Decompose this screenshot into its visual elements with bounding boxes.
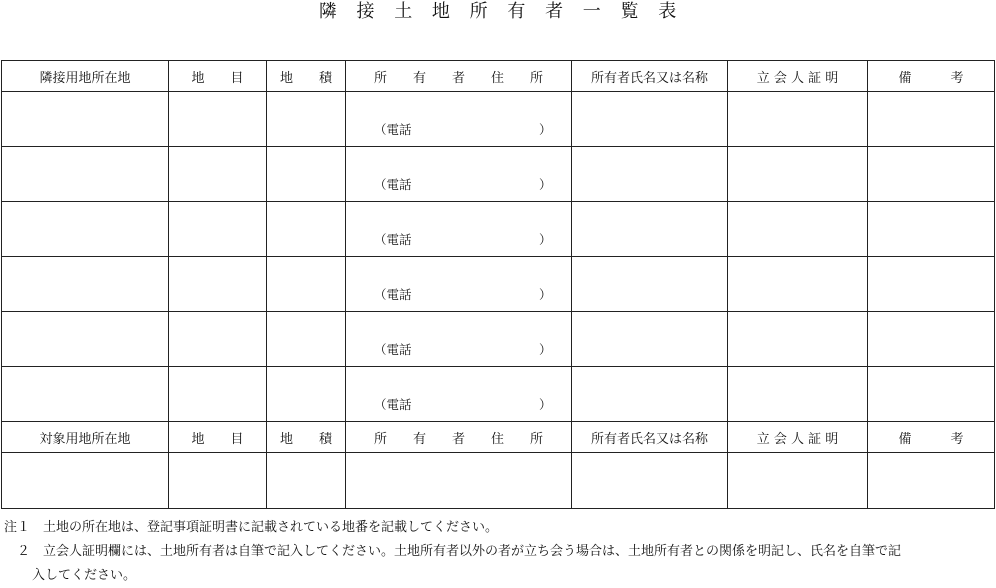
witness-cell[interactable] [728, 453, 868, 509]
phone-label: （電話 [374, 232, 412, 247]
owner-address-cell[interactable] [346, 312, 572, 367]
phone-label: （電話 [374, 342, 412, 357]
owner-address-cell[interactable] [346, 92, 572, 147]
location-cell[interactable] [2, 92, 169, 147]
header-row-target [2, 422, 995, 453]
col-land-area: 地 積 [267, 422, 346, 453]
table-row [2, 367, 995, 422]
remarks-cell[interactable] [868, 147, 995, 202]
phone-close-paren: ） [539, 287, 552, 302]
table-row [2, 202, 995, 257]
land-category-cell[interactable] [169, 257, 267, 312]
remarks-cell[interactable] [868, 257, 995, 312]
owner-name-cell[interactable] [572, 367, 728, 422]
phone-label: （電話 [374, 287, 412, 302]
land-category-cell[interactable] [169, 202, 267, 257]
land-area-cell[interactable] [267, 257, 346, 312]
phone-close-paren: ） [539, 342, 552, 357]
owner-address-cell[interactable] [346, 147, 572, 202]
col-witness-certification: 立 会 人 証 明 [728, 422, 868, 453]
phone-close-paren: ） [539, 397, 552, 412]
col-target-location: 対象用地所在地 [2, 422, 169, 453]
owner-name-cell[interactable] [572, 147, 728, 202]
witness-cell[interactable] [728, 257, 868, 312]
owner-address-cell[interactable] [346, 453, 572, 509]
land-category-cell[interactable] [169, 312, 267, 367]
table-row [2, 257, 995, 312]
location-cell[interactable] [2, 367, 169, 422]
col-owner-name: 所有者氏名又は名称 [572, 61, 728, 92]
owner-name-cell[interactable] [572, 202, 728, 257]
remarks-cell[interactable] [868, 92, 995, 147]
table-row [2, 312, 995, 367]
owner-address-cell[interactable] [346, 257, 572, 312]
col-land-category: 地 目 [169, 61, 267, 92]
location-cell[interactable] [2, 147, 169, 202]
phone-close-paren: ） [539, 122, 552, 137]
land-area-cell[interactable] [267, 453, 346, 509]
note-2-continuation: 入してください。 [32, 568, 137, 583]
col-land-area: 地 積 [267, 61, 346, 92]
land-area-cell[interactable] [267, 92, 346, 147]
phone-close-paren: ） [539, 177, 552, 192]
witness-cell[interactable] [728, 92, 868, 147]
remarks-cell[interactable] [868, 453, 995, 509]
notes-section [4, 516, 994, 588]
remarks-cell[interactable] [868, 202, 995, 257]
col-remarks: 備 考 [868, 61, 995, 92]
owner-address-cell[interactable] [346, 367, 572, 422]
col-land-category: 地 目 [169, 422, 267, 453]
location-cell[interactable] [2, 312, 169, 367]
col-witness-certification: 立 会 人 証 明 [728, 61, 868, 92]
document-title: 隣 接 土 地 所 有 者 一 覧 表 [318, 1, 684, 22]
witness-cell[interactable] [728, 202, 868, 257]
col-remarks: 備 考 [868, 422, 995, 453]
remarks-cell[interactable] [868, 367, 995, 422]
target-location-cell[interactable] [2, 453, 169, 509]
phone-label: （電話 [374, 177, 412, 192]
witness-cell[interactable] [728, 367, 868, 422]
table-row [2, 92, 995, 147]
land-area-cell[interactable] [267, 367, 346, 422]
phone-label: （電話 [374, 122, 412, 137]
witness-cell[interactable] [728, 312, 868, 367]
header-row-adjacent [2, 61, 995, 92]
note-2: ２ 立会人証明欄には、土地所有者は自筆で記入してください。土地所有者以外の者が立ち会う場合は、土地所有者との関係を明記し、氏名を自筆で記 [4, 544, 902, 559]
col-owner-name: 所有者氏名又は名称 [572, 422, 728, 453]
remarks-cell[interactable] [868, 312, 995, 367]
land-category-cell[interactable] [169, 367, 267, 422]
witness-cell[interactable] [728, 147, 868, 202]
col-owner-address: 所 有 者 住 所 [346, 61, 572, 92]
owner-name-cell[interactable] [572, 92, 728, 147]
land-category-cell[interactable] [169, 147, 267, 202]
location-cell[interactable] [2, 257, 169, 312]
adjacent-land-owner-table [1, 60, 995, 509]
col-owner-address: 所 有 者 住 所 [346, 422, 572, 453]
location-cell[interactable] [2, 202, 169, 257]
owner-name-cell[interactable] [572, 312, 728, 367]
owner-name-cell[interactable] [572, 453, 728, 509]
land-area-cell[interactable] [267, 202, 346, 257]
land-category-cell[interactable] [169, 453, 267, 509]
note-1: 注１ 土地の所在地は、登記事項証明書に記載されている地番を記載してください。 [4, 520, 499, 535]
land-area-cell[interactable] [267, 147, 346, 202]
phone-close-paren: ） [539, 232, 552, 247]
table-row [2, 147, 995, 202]
table-row [2, 453, 995, 509]
land-area-cell[interactable] [267, 312, 346, 367]
owner-address-cell[interactable] [346, 202, 572, 257]
owner-name-cell[interactable] [572, 257, 728, 312]
col-adjacent-location: 隣接用地所在地 [2, 61, 169, 92]
phone-label: （電話 [374, 397, 412, 412]
land-category-cell[interactable] [169, 92, 267, 147]
